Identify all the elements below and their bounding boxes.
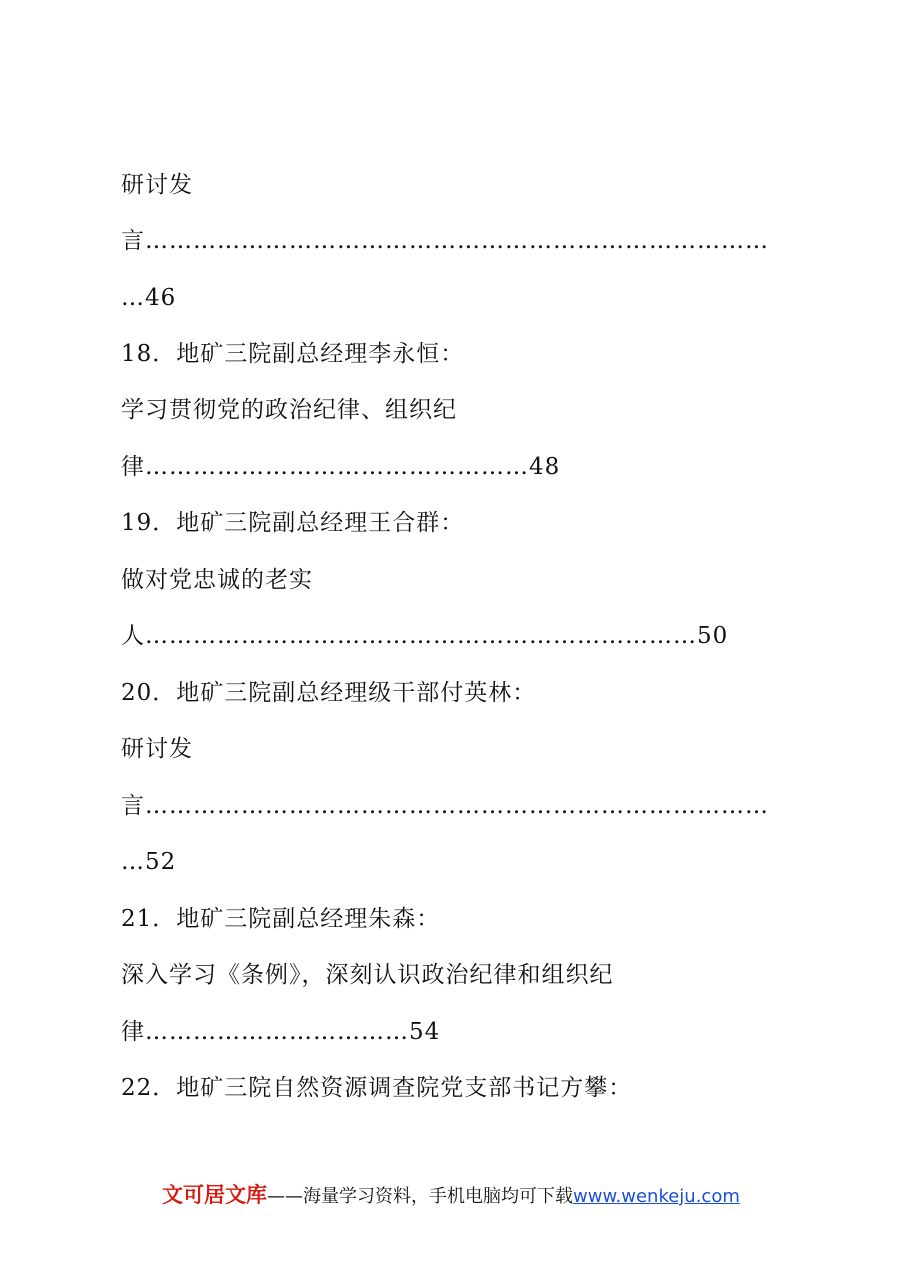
- toc-entry-heading: 22．地矿三院自然资源调查院党支部书记方攀：: [121, 1075, 633, 1101]
- footer-brand: 文可居文库: [162, 1183, 267, 1207]
- toc-line: 深入学习《条例》，深刻认识政治纪律和组织纪: [121, 962, 614, 988]
- footer-slogan: ——海量学习资料，手机电脑均可下载: [267, 1186, 573, 1207]
- toc-line: 做对党忠诚的老实: [121, 567, 313, 593]
- footer-link[interactable]: www.wenkeju.com: [573, 1186, 740, 1207]
- toc-line: 研讨发: [121, 172, 193, 198]
- toc-page-number: …52: [121, 849, 177, 875]
- toc-line: 律…………………………………………48: [121, 454, 561, 480]
- footer-banner: [162, 1182, 782, 1210]
- toc-line: 言……………………………………………………………………: [121, 793, 769, 819]
- toc-line: 研讨发: [121, 736, 193, 762]
- toc-entry-heading: 20．地矿三院副总经理级干部付英林：: [121, 680, 537, 706]
- toc-entry-heading: 19．地矿三院副总经理王合群：: [121, 510, 465, 536]
- toc-line: 人……………………………………………………………50: [121, 623, 729, 649]
- toc-line: 律……………………………54: [121, 1019, 441, 1045]
- toc-entry-heading: 21．地矿三院副总经理朱森：: [121, 906, 441, 932]
- toc-line: 言……………………………………………………………………: [121, 228, 769, 254]
- toc-page-number: …46: [121, 285, 177, 311]
- toc-entry-heading: 18．地矿三院副总经理李永恒：: [121, 341, 465, 367]
- toc-line: 学习贯彻党的政治纪律、组织纪: [121, 397, 457, 423]
